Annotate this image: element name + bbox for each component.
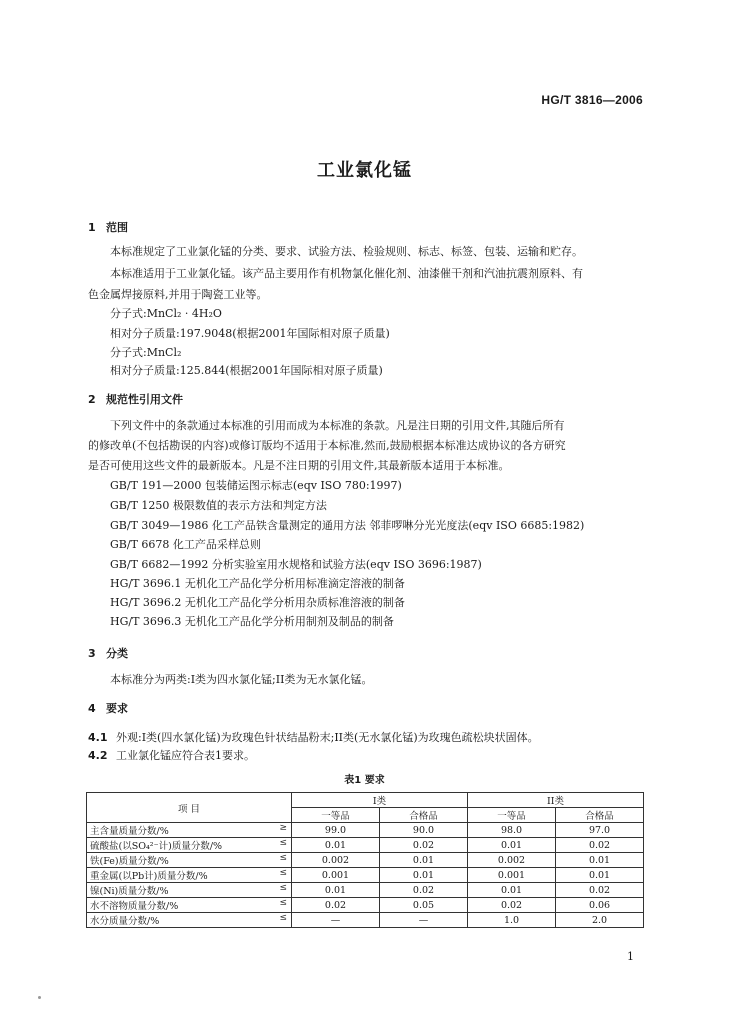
table-row: [87, 868, 644, 883]
reference-item: HG/T 3696.1 无机化工产品化学分析用标准滴定溶液的制备: [110, 577, 405, 590]
table-cell: 97.0: [556, 823, 644, 838]
reference-item: GB/T 6682—1992 分析实验室用水规格和试验方法(eqv ISO 3696:1987): [110, 558, 482, 571]
table-cell: 0.01: [468, 883, 556, 898]
table-cell: —: [380, 913, 468, 928]
table-row: [87, 823, 644, 838]
scan-speck: [38, 996, 41, 999]
scope-paragraph-1: 本标准规定了工业氯化锰的分类、要求、试验方法、检验规则、标志、标签、包装、运输和贮存。: [110, 245, 583, 258]
molecular-mass-2: 相对分子质量:125.844(根据2001年国际相对原子质量): [110, 364, 383, 377]
reference-item: GB/T 191—2000 包装储运图示标志(eqv ISO 780:1997): [110, 479, 402, 492]
table-cell: 0.001: [468, 868, 556, 883]
clause-text: 工业氯化锰应符合表1要求。: [116, 749, 255, 762]
section-title: 范围: [106, 221, 128, 234]
table-cell: 99.0: [292, 823, 380, 838]
table-cell-item: [87, 868, 292, 883]
comparison-symbol: ≤: [279, 883, 287, 893]
table-cell: 0.02: [292, 898, 380, 913]
refs-intro-line-2: 的修改单(不包括勘误的内容)或修订版均不适用于本标准,然而,鼓励根据本标准达成协议的各方研究: [88, 439, 566, 452]
standard-number: HG/T 3816—2006: [541, 93, 643, 107]
item-label: 重金属(以Pb计)质量分数/%: [90, 871, 208, 882]
scope-paragraph-2-line-2: 色金属焊接原料,并用于陶瓷工业等。: [88, 288, 268, 301]
table-header-grade: 一等品: [468, 808, 556, 823]
table-row: [87, 913, 644, 928]
comparison-symbol: ≥: [279, 823, 287, 833]
item-label: 主含量质量分数/%: [90, 826, 169, 837]
table-header-grade: 合格品: [556, 808, 644, 823]
table-header-class-1: I类: [292, 793, 468, 808]
molecular-mass-1: 相对分子质量:197.9048(根据2001年国际相对原子质量): [110, 327, 390, 340]
table-cell-item: [87, 853, 292, 868]
molecular-formula-2: 分子式:MnCl₂: [110, 346, 182, 359]
table-cell: 1.0: [468, 913, 556, 928]
comparison-symbol: ≤: [279, 838, 287, 848]
table-cell: 0.001: [292, 868, 380, 883]
table-cell: 0.002: [468, 853, 556, 868]
table-row: [87, 898, 644, 913]
table-cell: 0.05: [380, 898, 468, 913]
table-cell: 0.02: [556, 838, 644, 853]
table-header-class-2: II类: [468, 793, 644, 808]
table-cell: 0.02: [380, 838, 468, 853]
table-cell-item: [87, 823, 292, 838]
table-header-item: 项 目: [87, 793, 292, 823]
table-cell: 0.01: [380, 868, 468, 883]
table-caption: 表1 要求: [344, 775, 385, 786]
item-label: 水不溶物质量分数/%: [90, 901, 179, 912]
table-cell-item: [87, 898, 292, 913]
reference-item: HG/T 3696.3 无机化工产品化学分析用制剂及制品的制备: [110, 615, 394, 628]
item-label: 铁(Fe)质量分数/%: [90, 856, 169, 867]
comparison-symbol: ≤: [279, 913, 287, 923]
requirement-4-1: [88, 729, 539, 745]
clause-text: 外观:I类(四水氯化锰)为玫瑰色针状结晶粉末;II类(无水氯化锰)为玫瑰色疏松块状固体。: [116, 731, 539, 744]
table-cell: 0.02: [468, 898, 556, 913]
table-header-grade: 合格品: [380, 808, 468, 823]
table-header-grade: 一等品: [292, 808, 380, 823]
table-cell: 0.002: [292, 853, 380, 868]
section-3-heading: [88, 645, 128, 661]
table-cell: 0.01: [556, 868, 644, 883]
table-cell: 0.01: [292, 838, 380, 853]
requirements-table: [86, 792, 644, 928]
table-cell-item: [87, 913, 292, 928]
table-row: [87, 883, 644, 898]
section-number: 2: [88, 393, 96, 406]
table-cell: 0.06: [556, 898, 644, 913]
section-2-heading: [88, 391, 183, 407]
table-cell: 2.0: [556, 913, 644, 928]
scope-paragraph-2-line-1: 本标准适用于工业氯化锰。该产品主要用作有机物氯化催化剂、油漆催干剂和汽油抗震剂原料、有: [110, 267, 583, 280]
item-label: 镍(Ni)质量分数/%: [90, 886, 169, 897]
page-number: 1: [627, 950, 634, 963]
section-number: 1: [88, 221, 96, 234]
document-title: 工业氯化锰: [317, 160, 412, 181]
reference-item: GB/T 6678 化工产品采样总则: [110, 538, 261, 551]
table-cell-item: [87, 838, 292, 853]
comparison-symbol: ≤: [279, 853, 287, 863]
section-title: 分类: [106, 647, 128, 660]
table-row: [87, 838, 644, 853]
table-cell-item: [87, 883, 292, 898]
section-4-heading: [88, 700, 128, 716]
item-label: 水分质量分数/%: [90, 916, 160, 927]
section-title: 规范性引用文件: [106, 393, 183, 406]
table-cell: 90.0: [380, 823, 468, 838]
refs-intro-line-3: 是否可使用这些文件的最新版本。凡是不注日期的引用文件,其最新版本适用于本标准。: [88, 459, 510, 472]
section-number: 4: [88, 702, 96, 715]
comparison-symbol: ≤: [279, 898, 287, 908]
refs-intro-line-1: 下列文件中的条款通过本标准的引用而成为本标准的条款。凡是注日期的引用文件,其随后所有: [110, 419, 565, 432]
table-cell: 0.01: [468, 838, 556, 853]
section-number: 3: [88, 647, 96, 660]
table-cell: —: [292, 913, 380, 928]
reference-item: GB/T 3049—1986 化工产品铁含量测定的通用方法 邻菲啰啉分光光度法(eqv ISO 6685:1982): [110, 519, 585, 532]
clause-number: 4.2: [88, 749, 108, 762]
section-title: 要求: [106, 702, 128, 715]
table-cell: 0.01: [556, 853, 644, 868]
requirement-4-2: [88, 747, 255, 763]
item-label: 硫酸盐(以SO₄²⁻计)质量分数/%: [90, 841, 223, 852]
reference-item: HG/T 3696.2 无机化工产品化学分析用杂质标准溶液的制备: [110, 596, 405, 609]
table-cell: 0.01: [380, 853, 468, 868]
section-1-heading: [88, 219, 128, 235]
table-row: [87, 853, 644, 868]
table-cell: 98.0: [468, 823, 556, 838]
table-cell: 0.01: [292, 883, 380, 898]
classification-text: 本标准分为两类:I类为四水氯化锰;II类为无水氯化锰。: [110, 673, 373, 686]
table-cell: 0.02: [556, 883, 644, 898]
table-cell: 0.02: [380, 883, 468, 898]
comparison-symbol: ≤: [279, 868, 287, 878]
reference-item: GB/T 1250 极限数值的表示方法和判定方法: [110, 499, 327, 512]
clause-number: 4.1: [88, 731, 108, 744]
molecular-formula-1: 分子式:MnCl₂ · 4H₂O: [110, 307, 222, 320]
